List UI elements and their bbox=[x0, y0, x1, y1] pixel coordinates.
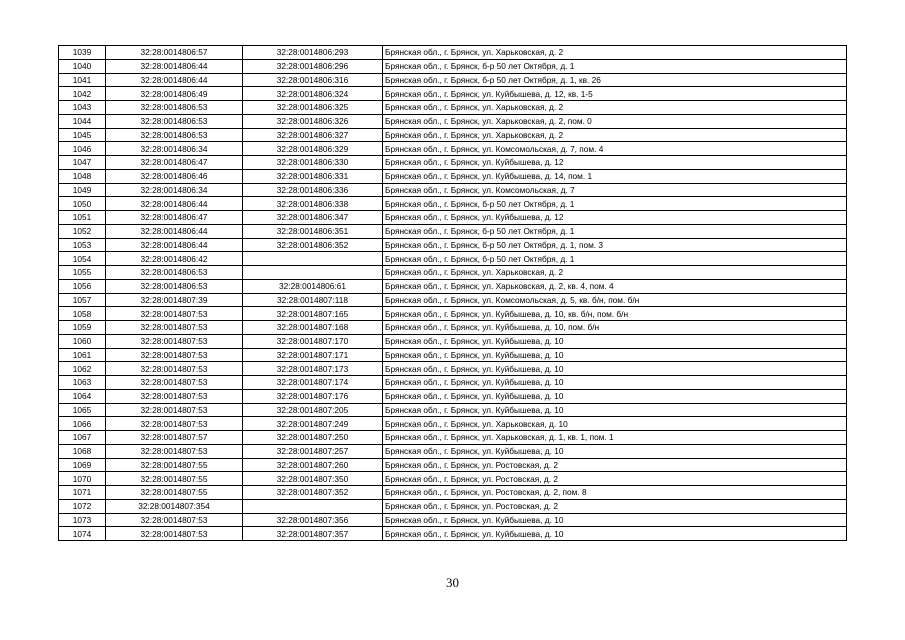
table-row bbox=[59, 403, 847, 417]
table-row bbox=[59, 431, 847, 445]
cadastral-number-cell: 32:28:0014806:49 bbox=[106, 87, 243, 101]
row-number-cell: 1057 bbox=[59, 293, 106, 307]
cadastral-number-cell: 32:28:0014807:354 bbox=[106, 499, 243, 513]
object-cadastral-number-cell: 32:28:0014807:250 bbox=[243, 431, 383, 445]
address-cell: Брянская обл., г. Брянск, ул. Куйбышева, д. 10 bbox=[383, 444, 847, 458]
object-cadastral-number-cell: 32:28:0014806:296 bbox=[243, 59, 383, 73]
row-number-cell: 1067 bbox=[59, 431, 106, 445]
row-number-cell: 1065 bbox=[59, 403, 106, 417]
table-row bbox=[59, 279, 847, 293]
address-cell: Брянская обл., г. Брянск, ул. Куйбышева, д. 14, пом. 1 bbox=[383, 169, 847, 183]
object-cadastral-number-cell: 32:28:0014806:61 bbox=[243, 279, 383, 293]
object-cadastral-number-cell: 32:28:0014806:338 bbox=[243, 197, 383, 211]
row-number-cell: 1052 bbox=[59, 224, 106, 238]
table-row bbox=[59, 59, 847, 73]
address-cell: Брянская обл., г. Брянск, ул. Харьковская, д. 2, кв. 4, пом. 4 bbox=[383, 279, 847, 293]
cadastral-number-cell: 32:28:0014806:46 bbox=[106, 169, 243, 183]
object-cadastral-number-cell: 32:28:0014807:165 bbox=[243, 307, 383, 321]
address-cell: Брянская обл., г. Брянск, ул. Ростовская, д. 2 bbox=[383, 499, 847, 513]
cadastral-number-cell: 32:28:0014806:53 bbox=[106, 279, 243, 293]
address-cell: Брянская обл., г. Брянск, б-р 50 лет Октября, д. 1, пом. 3 bbox=[383, 238, 847, 252]
address-cell: Брянская обл., г. Брянск, б-р 50 лет Октября, д. 1 bbox=[383, 224, 847, 238]
table-row bbox=[59, 293, 847, 307]
table-row bbox=[59, 444, 847, 458]
cadastral-number-cell: 32:28:0014806:53 bbox=[106, 266, 243, 280]
row-number-cell: 1073 bbox=[59, 513, 106, 527]
address-cell: Брянская обл., г. Брянск, ул. Куйбышева, д. 10 bbox=[383, 403, 847, 417]
table-row bbox=[59, 114, 847, 128]
address-cell: Брянская обл., г. Брянск, ул. Куйбышева, д. 10, пом. б/н bbox=[383, 321, 847, 335]
cadastral-number-cell: 32:28:0014807:53 bbox=[106, 403, 243, 417]
object-cadastral-number-cell: 32:28:0014807:170 bbox=[243, 334, 383, 348]
cadastral-number-cell: 32:28:0014806:53 bbox=[106, 101, 243, 115]
row-number-cell: 1051 bbox=[59, 211, 106, 225]
cadastral-number-cell: 32:28:0014806:44 bbox=[106, 238, 243, 252]
row-number-cell: 1054 bbox=[59, 252, 106, 266]
address-cell: Брянская обл., г. Брянск, ул. Харьковская, д. 2 bbox=[383, 266, 847, 280]
address-cell: Брянская обл., г. Брянск, б-р 50 лет Октября, д. 1 bbox=[383, 252, 847, 266]
address-cell: Брянская обл., г. Брянск, ул. Ростовская, д. 2, пом. 8 bbox=[383, 486, 847, 500]
object-cadastral-number-cell: 32:28:0014807:350 bbox=[243, 472, 383, 486]
cadastral-number-cell: 32:28:0014807:53 bbox=[106, 376, 243, 390]
table-row bbox=[59, 183, 847, 197]
cadastral-number-cell: 32:28:0014806:57 bbox=[106, 46, 243, 60]
row-number-cell: 1046 bbox=[59, 142, 106, 156]
row-number-cell: 1041 bbox=[59, 73, 106, 87]
address-cell: Брянская обл., г. Брянск, ул. Ростовская, д. 2 bbox=[383, 458, 847, 472]
row-number-cell: 1043 bbox=[59, 101, 106, 115]
cadastral-number-cell: 32:28:0014807:53 bbox=[106, 527, 243, 541]
table-row bbox=[59, 376, 847, 390]
row-number-cell: 1070 bbox=[59, 472, 106, 486]
address-cell: Брянская обл., г. Брянск, ул. Харьковская, д. 2 bbox=[383, 46, 847, 60]
row-number-cell: 1039 bbox=[59, 46, 106, 60]
row-number-cell: 1074 bbox=[59, 527, 106, 541]
object-cadastral-number-cell: 32:28:0014807:205 bbox=[243, 403, 383, 417]
table-row bbox=[59, 87, 847, 101]
object-cadastral-number-cell: 32:28:0014806:316 bbox=[243, 73, 383, 87]
address-cell: Брянская обл., г. Брянск, ул. Куйбышева, д. 12 bbox=[383, 156, 847, 170]
row-number-cell: 1064 bbox=[59, 389, 106, 403]
row-number-cell: 1048 bbox=[59, 169, 106, 183]
address-cell: Брянская обл., г. Брянск, ул. Комсомольская, д. 7 bbox=[383, 183, 847, 197]
cadastral-number-cell: 32:28:0014807:55 bbox=[106, 486, 243, 500]
row-number-cell: 1060 bbox=[59, 334, 106, 348]
address-cell: Брянская обл., г. Брянск, ул. Куйбышева, д. 12 bbox=[383, 211, 847, 225]
table-row bbox=[59, 513, 847, 527]
table-row bbox=[59, 417, 847, 431]
address-cell: Брянская обл., г. Брянск, ул. Куйбышева, д. 10, кв. б/н, пом. б/н bbox=[383, 307, 847, 321]
address-cell: Брянская обл., г. Брянск, б-р 50 лет Октября, д. 1 bbox=[383, 59, 847, 73]
table-row bbox=[59, 224, 847, 238]
row-number-cell: 1068 bbox=[59, 444, 106, 458]
table-row bbox=[59, 142, 847, 156]
address-cell: Брянская обл., г. Брянск, ул. Куйбышева, д. 10 bbox=[383, 527, 847, 541]
address-cell: Брянская обл., г. Брянск, ул. Ростовская, д. 2 bbox=[383, 472, 847, 486]
cadastral-number-cell: 32:28:0014807:53 bbox=[106, 321, 243, 335]
address-cell: Брянская обл., г. Брянск, ул. Куйбышева, д. 10 bbox=[383, 513, 847, 527]
table-row bbox=[59, 321, 847, 335]
cadastral-number-cell: 32:28:0014807:53 bbox=[106, 307, 243, 321]
cadastral-number-cell: 32:28:0014807:53 bbox=[106, 348, 243, 362]
object-cadastral-number-cell: 32:28:0014806:347 bbox=[243, 211, 383, 225]
cadastral-number-cell: 32:28:0014807:53 bbox=[106, 444, 243, 458]
address-cell: Брянская обл., г. Брянск, ул. Куйбышева, д. 10 bbox=[383, 362, 847, 376]
object-cadastral-number-cell bbox=[243, 252, 383, 266]
address-cell: Брянская обл., г. Брянск, ул. Харьковская, д. 2 bbox=[383, 101, 847, 115]
object-cadastral-number-cell bbox=[243, 266, 383, 280]
cadastral-number-cell: 32:28:0014806:44 bbox=[106, 224, 243, 238]
object-cadastral-number-cell: 32:28:0014806:336 bbox=[243, 183, 383, 197]
object-cadastral-number-cell: 32:28:0014807:352 bbox=[243, 486, 383, 500]
table-row bbox=[59, 128, 847, 142]
cadastral-number-cell: 32:28:0014806:44 bbox=[106, 59, 243, 73]
row-number-cell: 1049 bbox=[59, 183, 106, 197]
table-row bbox=[59, 486, 847, 500]
table-row bbox=[59, 472, 847, 486]
object-cadastral-number-cell bbox=[243, 499, 383, 513]
table-row bbox=[59, 348, 847, 362]
cadastral-number-cell: 32:28:0014807:39 bbox=[106, 293, 243, 307]
address-cell: Брянская обл., г. Брянск, ул. Харьковская, д. 1, кв. 1, пом. 1 bbox=[383, 431, 847, 445]
cadastral-number-cell: 32:28:0014806:47 bbox=[106, 211, 243, 225]
address-cell: Брянская обл., г. Брянск, б-р 50 лет Октября, д. 1 bbox=[383, 197, 847, 211]
table-row bbox=[59, 46, 847, 60]
cadastral-number-cell: 32:28:0014807:53 bbox=[106, 389, 243, 403]
cadastral-number-cell: 32:28:0014807:55 bbox=[106, 472, 243, 486]
object-cadastral-number-cell: 32:28:0014807:171 bbox=[243, 348, 383, 362]
table-row bbox=[59, 389, 847, 403]
row-number-cell: 1047 bbox=[59, 156, 106, 170]
object-cadastral-number-cell: 32:28:0014806:352 bbox=[243, 238, 383, 252]
row-number-cell: 1071 bbox=[59, 486, 106, 500]
table-row bbox=[59, 169, 847, 183]
cadastral-number-cell: 32:28:0014807:57 bbox=[106, 431, 243, 445]
object-cadastral-number-cell: 32:28:0014806:331 bbox=[243, 169, 383, 183]
table-row bbox=[59, 458, 847, 472]
table-row bbox=[59, 499, 847, 513]
row-number-cell: 1056 bbox=[59, 279, 106, 293]
address-cell: Брянская обл., г. Брянск, ул. Куйбышева, д. 10 bbox=[383, 348, 847, 362]
row-number-cell: 1062 bbox=[59, 362, 106, 376]
cadastral-number-cell: 32:28:0014806:34 bbox=[106, 142, 243, 156]
row-number-cell: 1059 bbox=[59, 321, 106, 335]
table-row bbox=[59, 238, 847, 252]
row-number-cell: 1045 bbox=[59, 128, 106, 142]
row-number-cell: 1066 bbox=[59, 417, 106, 431]
cadastral-number-cell: 32:28:0014807:53 bbox=[106, 362, 243, 376]
cadastral-number-cell: 32:28:0014807:53 bbox=[106, 417, 243, 431]
address-cell: Брянская обл., г. Брянск, ул. Харьковская, д. 2, пом. 0 bbox=[383, 114, 847, 128]
row-number-cell: 1044 bbox=[59, 114, 106, 128]
page-number: 30 bbox=[446, 575, 459, 590]
address-cell: Брянская обл., г. Брянск, ул. Комсомольская, д. 5, кв. б/н, пом. б/н bbox=[383, 293, 847, 307]
cadastral-number-cell: 32:28:0014806:44 bbox=[106, 197, 243, 211]
table-row bbox=[59, 73, 847, 87]
address-cell: Брянская обл., г. Брянск, ул. Куйбышева, д. 10 bbox=[383, 334, 847, 348]
address-cell: Брянская обл., г. Брянск, ул. Харьковская, д. 10 bbox=[383, 417, 847, 431]
row-number-cell: 1055 bbox=[59, 266, 106, 280]
object-cadastral-number-cell: 32:28:0014806:326 bbox=[243, 114, 383, 128]
object-cadastral-number-cell: 32:28:0014806:325 bbox=[243, 101, 383, 115]
table-row bbox=[59, 211, 847, 225]
object-cadastral-number-cell: 32:28:0014806:330 bbox=[243, 156, 383, 170]
cadastral-number-cell: 32:28:0014806:42 bbox=[106, 252, 243, 266]
object-cadastral-number-cell: 32:28:0014807:357 bbox=[243, 527, 383, 541]
row-number-cell: 1072 bbox=[59, 499, 106, 513]
object-cadastral-number-cell: 32:28:0014806:329 bbox=[243, 142, 383, 156]
cadastral-number-cell: 32:28:0014806:53 bbox=[106, 128, 243, 142]
table-row bbox=[59, 362, 847, 376]
object-cadastral-number-cell: 32:28:0014807:118 bbox=[243, 293, 383, 307]
table-row bbox=[59, 101, 847, 115]
address-cell: Брянская обл., г. Брянск, ул. Харьковская, д. 2 bbox=[383, 128, 847, 142]
table-row bbox=[59, 197, 847, 211]
row-number-cell: 1061 bbox=[59, 348, 106, 362]
object-cadastral-number-cell: 32:28:0014806:324 bbox=[243, 87, 383, 101]
object-cadastral-number-cell: 32:28:0014807:174 bbox=[243, 376, 383, 390]
table-row bbox=[59, 252, 847, 266]
table-row bbox=[59, 527, 847, 541]
table-row bbox=[59, 334, 847, 348]
object-cadastral-number-cell: 32:28:0014807:249 bbox=[243, 417, 383, 431]
object-cadastral-number-cell: 32:28:0014807:176 bbox=[243, 389, 383, 403]
row-number-cell: 1050 bbox=[59, 197, 106, 211]
address-cell: Брянская обл., г. Брянск, ул. Куйбышева, д. 10 bbox=[383, 389, 847, 403]
table-row bbox=[59, 307, 847, 321]
table-row bbox=[59, 266, 847, 280]
registry-table-body bbox=[59, 46, 847, 541]
object-cadastral-number-cell: 32:28:0014807:168 bbox=[243, 321, 383, 335]
row-number-cell: 1069 bbox=[59, 458, 106, 472]
address-cell: Брянская обл., г. Брянск, ул. Куйбышева, д. 10 bbox=[383, 376, 847, 390]
object-cadastral-number-cell: 32:28:0014806:327 bbox=[243, 128, 383, 142]
table-row bbox=[59, 156, 847, 170]
cadastral-number-cell: 32:28:0014806:53 bbox=[106, 114, 243, 128]
cadastral-number-cell: 32:28:0014807:53 bbox=[106, 334, 243, 348]
row-number-cell: 1063 bbox=[59, 376, 106, 390]
cadastral-number-cell: 32:28:0014806:44 bbox=[106, 73, 243, 87]
row-number-cell: 1058 bbox=[59, 307, 106, 321]
address-cell: Брянская обл., г. Брянск, б-р 50 лет Октября, д. 1, кв. 26 bbox=[383, 73, 847, 87]
row-number-cell: 1042 bbox=[59, 87, 106, 101]
registry-table bbox=[58, 45, 847, 541]
address-cell: Брянская обл., г. Брянск, ул. Куйбышева, д. 12, кв. 1-5 bbox=[383, 87, 847, 101]
object-cadastral-number-cell: 32:28:0014807:356 bbox=[243, 513, 383, 527]
object-cadastral-number-cell: 32:28:0014807:260 bbox=[243, 458, 383, 472]
object-cadastral-number-cell: 32:28:0014807:173 bbox=[243, 362, 383, 376]
object-cadastral-number-cell: 32:28:0014807:257 bbox=[243, 444, 383, 458]
object-cadastral-number-cell: 32:28:0014806:293 bbox=[243, 46, 383, 60]
object-cadastral-number-cell: 32:28:0014806:351 bbox=[243, 224, 383, 238]
row-number-cell: 1053 bbox=[59, 238, 106, 252]
address-cell: Брянская обл., г. Брянск, ул. Комсомольская, д. 7, пом. 4 bbox=[383, 142, 847, 156]
cadastral-number-cell: 32:28:0014806:34 bbox=[106, 183, 243, 197]
cadastral-number-cell: 32:28:0014807:53 bbox=[106, 513, 243, 527]
row-number-cell: 1040 bbox=[59, 59, 106, 73]
cadastral-number-cell: 32:28:0014807:55 bbox=[106, 458, 243, 472]
cadastral-number-cell: 32:28:0014806:47 bbox=[106, 156, 243, 170]
